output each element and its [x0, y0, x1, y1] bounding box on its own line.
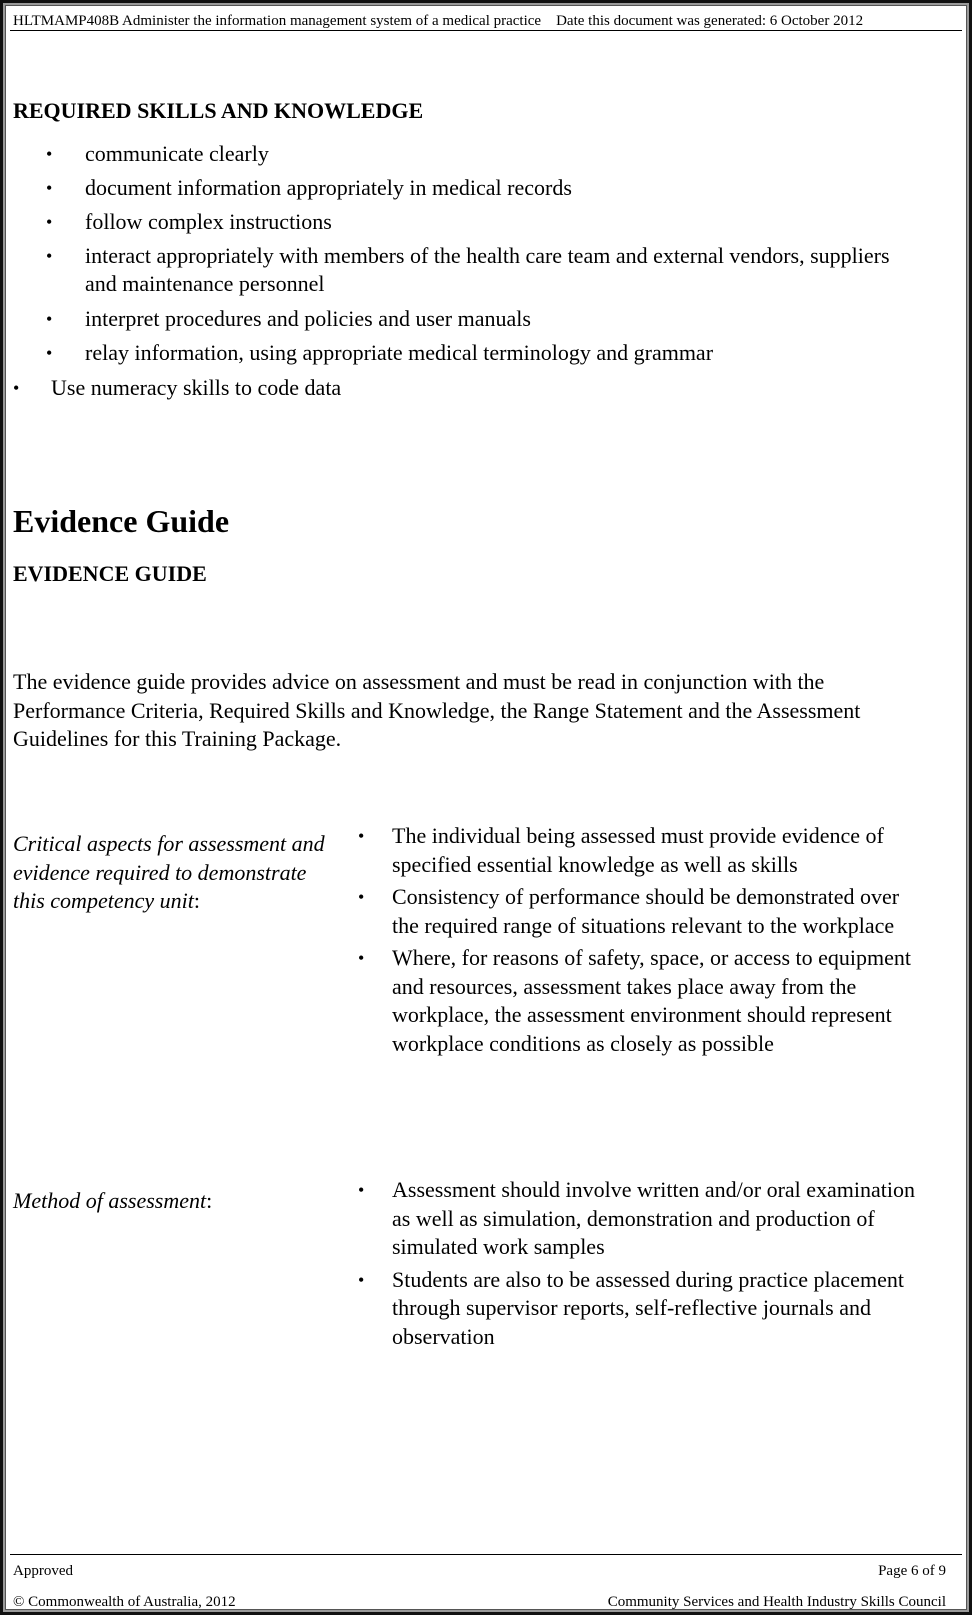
footer-status: Approved	[13, 1563, 73, 1579]
list-item	[346, 1176, 926, 1262]
bullet-icon: •	[358, 887, 365, 907]
bullet-icon: •	[46, 309, 53, 329]
bullet-icon: •	[358, 1180, 365, 1200]
bullet-icon: •	[46, 212, 53, 232]
row-label-text: Critical aspects for assessment and evidence required to demonstrate this competency unit	[13, 831, 325, 913]
list-item-text: The individual being assessed must provide evidence of specified essential knowledge as well as skills	[392, 823, 884, 877]
skill-text: follow complex instructions	[85, 209, 332, 234]
header-divider	[10, 30, 962, 31]
skill-text: interact appropriately with members of the health care team and external vendors, suppliers and maintenance personnel	[85, 243, 890, 296]
required-skills-heading: REQUIRED SKILLS AND KNOWLEDGE	[13, 98, 424, 123]
evidence-guide-intro: The evidence guide provides advice on assessment and must be read in conjunction with the Performance Criteria, Required Skills and Knowledge, the Range Statement and the Assessment Guidelines for this Training Package.	[13, 669, 861, 751]
page-header	[13, 12, 963, 30]
row-label-colon: :	[206, 1188, 213, 1213]
evidence-guide-title: Evidence Guide	[13, 503, 230, 539]
bullet-icon: •	[46, 178, 53, 198]
list-item-text: Students are also to be assessed during practice placement through supervisor reports, self-reflective journals and observation	[392, 1266, 904, 1349]
skill-text: interpret procedures and policies and user manuals	[85, 306, 531, 331]
skill-text: document information appropriately in medical records	[85, 175, 572, 200]
skill-text: communicate clearly	[85, 141, 269, 166]
list-item	[346, 944, 926, 1058]
list-item-text: Where, for reasons of safety, space, or access to equipment and resources, assessment takes place away from the workplace, the assessment environment should represent workplace conditions as closely as possible	[392, 945, 912, 1056]
document-page	[5, 5, 967, 1610]
bullet-icon: •	[358, 1269, 365, 1290]
list-item	[346, 822, 926, 879]
bullet-icon: •	[358, 826, 365, 846]
list-item	[346, 1266, 926, 1352]
list-item	[346, 883, 926, 940]
bullet-icon: •	[46, 144, 53, 164]
evidence-guide-subheading: EVIDENCE GUIDE	[13, 561, 207, 586]
row-label-colon: :	[193, 888, 200, 913]
skill-text: Use numeracy skills to code data	[51, 375, 342, 400]
method-of-assessment-label	[13, 1187, 333, 1216]
skill-text: relay information, using appropriate medical terminology and grammar	[85, 340, 714, 365]
bullet-icon: •	[13, 378, 20, 398]
list-item-text: Consistency of performance should be demonstrated over the required range of situations relevant to the workplace	[392, 884, 900, 938]
row-label-text: Method of assessment	[13, 1188, 207, 1213]
footer-divider	[10, 1554, 962, 1555]
bullet-icon: •	[358, 948, 365, 968]
bullet-icon: •	[46, 246, 53, 266]
header-date: Date this document was generated: 6 October 2012	[556, 13, 864, 29]
footer-row-1	[13, 1562, 946, 1580]
critical-aspects-label	[13, 830, 333, 916]
footer-council: Community Services and Health Industry Skills Council	[607, 1594, 946, 1610]
list-item-text: Assessment should involve written and/or oral examination as well as simulation, demonstration and production of simulated work samples	[392, 1177, 916, 1259]
footer-page-number: Page 6 of 9	[878, 1563, 946, 1579]
header-title: HLTMAMP408B Administer the information management system of a medical practice	[13, 13, 542, 29]
footer-copyright: © Commonwealth of Australia, 2012	[13, 1594, 236, 1610]
critical-aspects-list	[346, 822, 926, 1062]
bullet-icon: •	[46, 343, 53, 363]
footer-row-2	[13, 1593, 946, 1611]
method-of-assessment-list	[346, 1176, 926, 1355]
